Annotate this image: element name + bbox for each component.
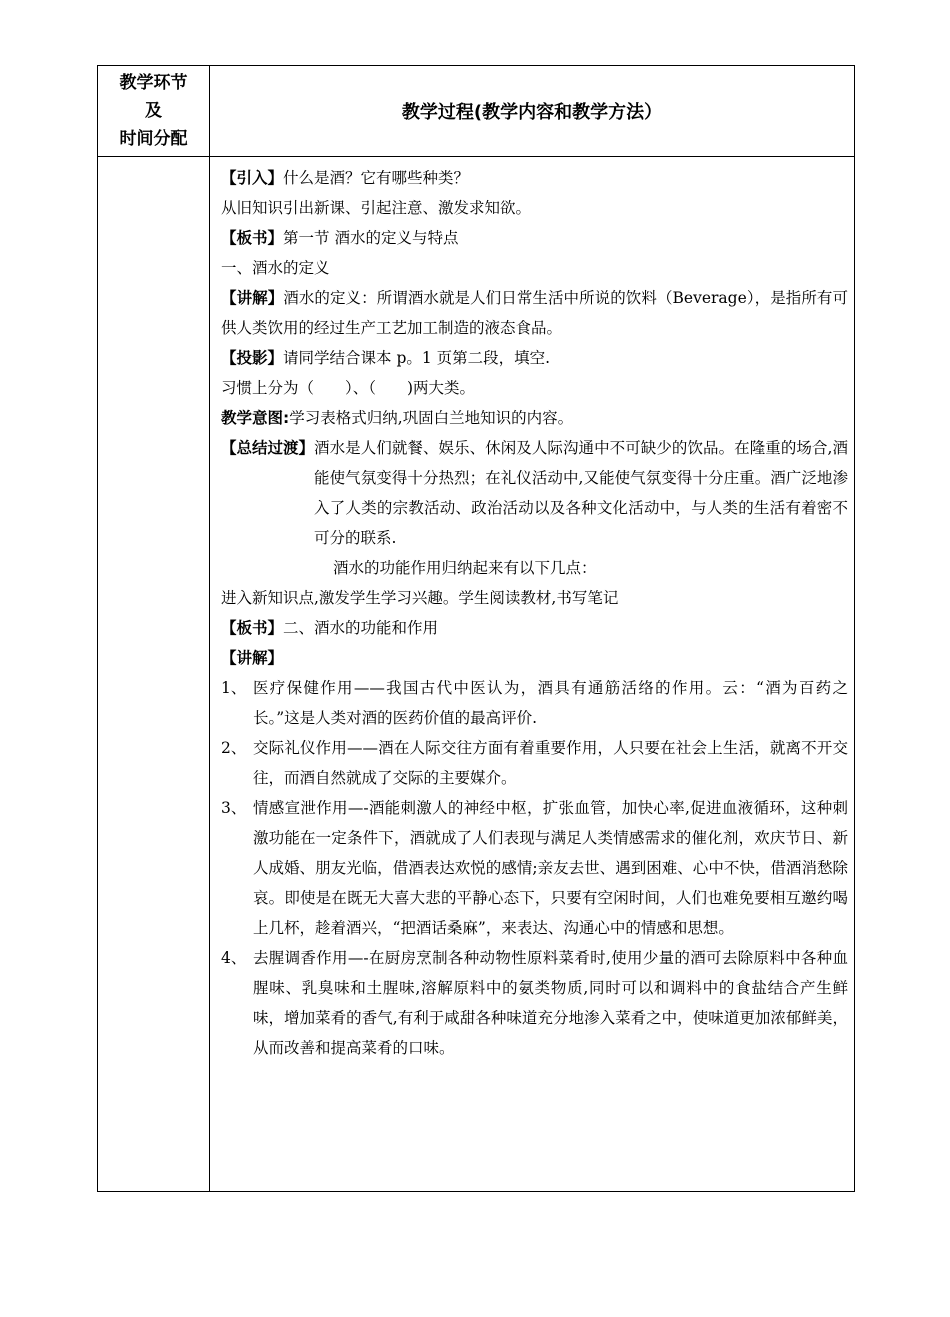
function-item-2 <box>221 733 848 793</box>
board2-line <box>221 613 848 643</box>
function-item-text: 去腥调香作用—-在厨房烹制各种动物性原料菜肴时,使用少量的酒可去除原料中各种血腥味、乳臭味和土腥味,溶解原料中的氨类物质,同时可以和调料中的食盐结合产生鲜味，增加菜肴的香气,有利于咸甜各种味道充分地渗入菜肴之中，使味道更加浓郁鲜美，从而改善和提高菜肴的口味。 <box>253 949 848 1057</box>
projection-line <box>221 343 848 373</box>
intro-tag: 【引入】 <box>221 169 284 187</box>
table-body-row <box>98 157 855 1192</box>
process-content-cell <box>210 157 855 1192</box>
intent-text: 学习表格式归纳,巩固白兰地知识的内容。 <box>289 409 574 427</box>
transition-line: 进入新知识点,激发学生学习兴趣。学生阅读教材,书写笔记 <box>221 589 619 607</box>
function-item-1 <box>221 673 848 733</box>
intent-line <box>221 403 848 433</box>
explain2-line <box>221 643 848 673</box>
function-item-text: 医疗保健作用——我国古代中医认为，酒具有通筋活络的作用。云：“酒为百药之长。”这是人类对酒的医药价值的最高评价. <box>253 679 848 727</box>
function-item-text: 情感宣泄作用—-酒能刺激人的神经中枢，扩张血管，加快心率,促进血液循环，这种刺激功能在一定条件下，酒就成了人们表现与满足人类情感需求的催化剂，欢庆节日、新人成婚、朋友光临，借酒表达欢悦的感情;亲友去世、遇到困难、心中不快，借酒消愁除哀。即使是在既无大喜大悲的平静心态下，只要有空闲时间，人们也难免要相互邀约喝上几杯，趁着酒兴，“把酒话桑麻”，来表达、沟通心中的情感和思想。 <box>253 799 848 937</box>
summary-text: 酒水是人们就餐、娱乐、休闲及人际沟通中不可缺少的饮品。在隆重的场合,酒能使气氛变得十分热烈；在礼仪活动中,又能使气氛变得十分庄重。酒广泛地渗入了人类的宗教活动、政治活动以及各种文化活动中，与人类的生活有着密不可分的联系. <box>314 439 848 547</box>
explain1-text: 酒水的定义：所谓酒水就是人们日常生活中所说的饮料（Beverage），是指所有可供人类饮用的经过生产工艺加工制造的液态食品。 <box>221 289 848 337</box>
projection-tag: 【投影】 <box>221 349 284 367</box>
function-item-4 <box>221 943 848 1063</box>
summary-tag: 【总结过渡】 <box>221 439 315 457</box>
board2-text: 二、酒水的功能和作用 <box>283 619 439 637</box>
explain2-tag: 【讲解】 <box>221 649 284 667</box>
intro-text: 什么是酒？它有哪些种类？ <box>283 169 470 187</box>
board1-tag: 【板书】 <box>221 229 284 247</box>
board2-tag: 【板书】 <box>221 619 284 637</box>
process-content <box>210 157 854 1063</box>
intro-note: 从旧知识引出新课、引起注意、激发求知欲。 <box>221 199 532 217</box>
intent-tag: 教学意图: <box>221 409 290 427</box>
projection-text: 请同学结合课本 p。1 页第二段，填空. <box>283 349 551 367</box>
section1-heading: 一、酒水的定义 <box>221 259 330 277</box>
header-process-cell <box>210 66 855 157</box>
function-item-number: 1、 <box>221 679 247 697</box>
function-item-number: 2、 <box>221 739 247 757</box>
function-item-text: 交际礼仪作用——酒在人际交往方面有着重要作用，人只要在社会上生活，就离不开交往，而酒自然就成了交际的主要媒介。 <box>253 739 848 787</box>
explain1-paragraph <box>221 283 848 343</box>
projection-fill: 习惯上分为（ ）、（ )两大类。 <box>221 379 476 397</box>
function-item-3 <box>221 793 848 943</box>
lesson-plan-table <box>97 65 855 1192</box>
board1-text: 第一节 酒水的定义与特点 <box>283 229 459 247</box>
header-left-line2: 及 <box>145 101 162 121</box>
header-stage-time-cell <box>98 66 210 157</box>
function-item-number: 3、 <box>221 799 247 817</box>
function-item-number: 4、 <box>221 949 247 967</box>
intro-line <box>221 163 848 193</box>
table-header-row <box>98 66 855 157</box>
explain1-tag: 【讲解】 <box>221 289 284 307</box>
stage-time-cell <box>98 157 210 1192</box>
summary-block <box>221 433 848 553</box>
board1-line <box>221 223 848 253</box>
header-left-line1: 教学环节 <box>119 73 188 93</box>
header-process-title: 教学过程(教学内容和教学方法） <box>401 102 663 123</box>
header-left-line3: 时间分配 <box>119 129 188 149</box>
summary-text2: 酒水的功能作用归纳起来有以下几点： <box>333 559 597 577</box>
